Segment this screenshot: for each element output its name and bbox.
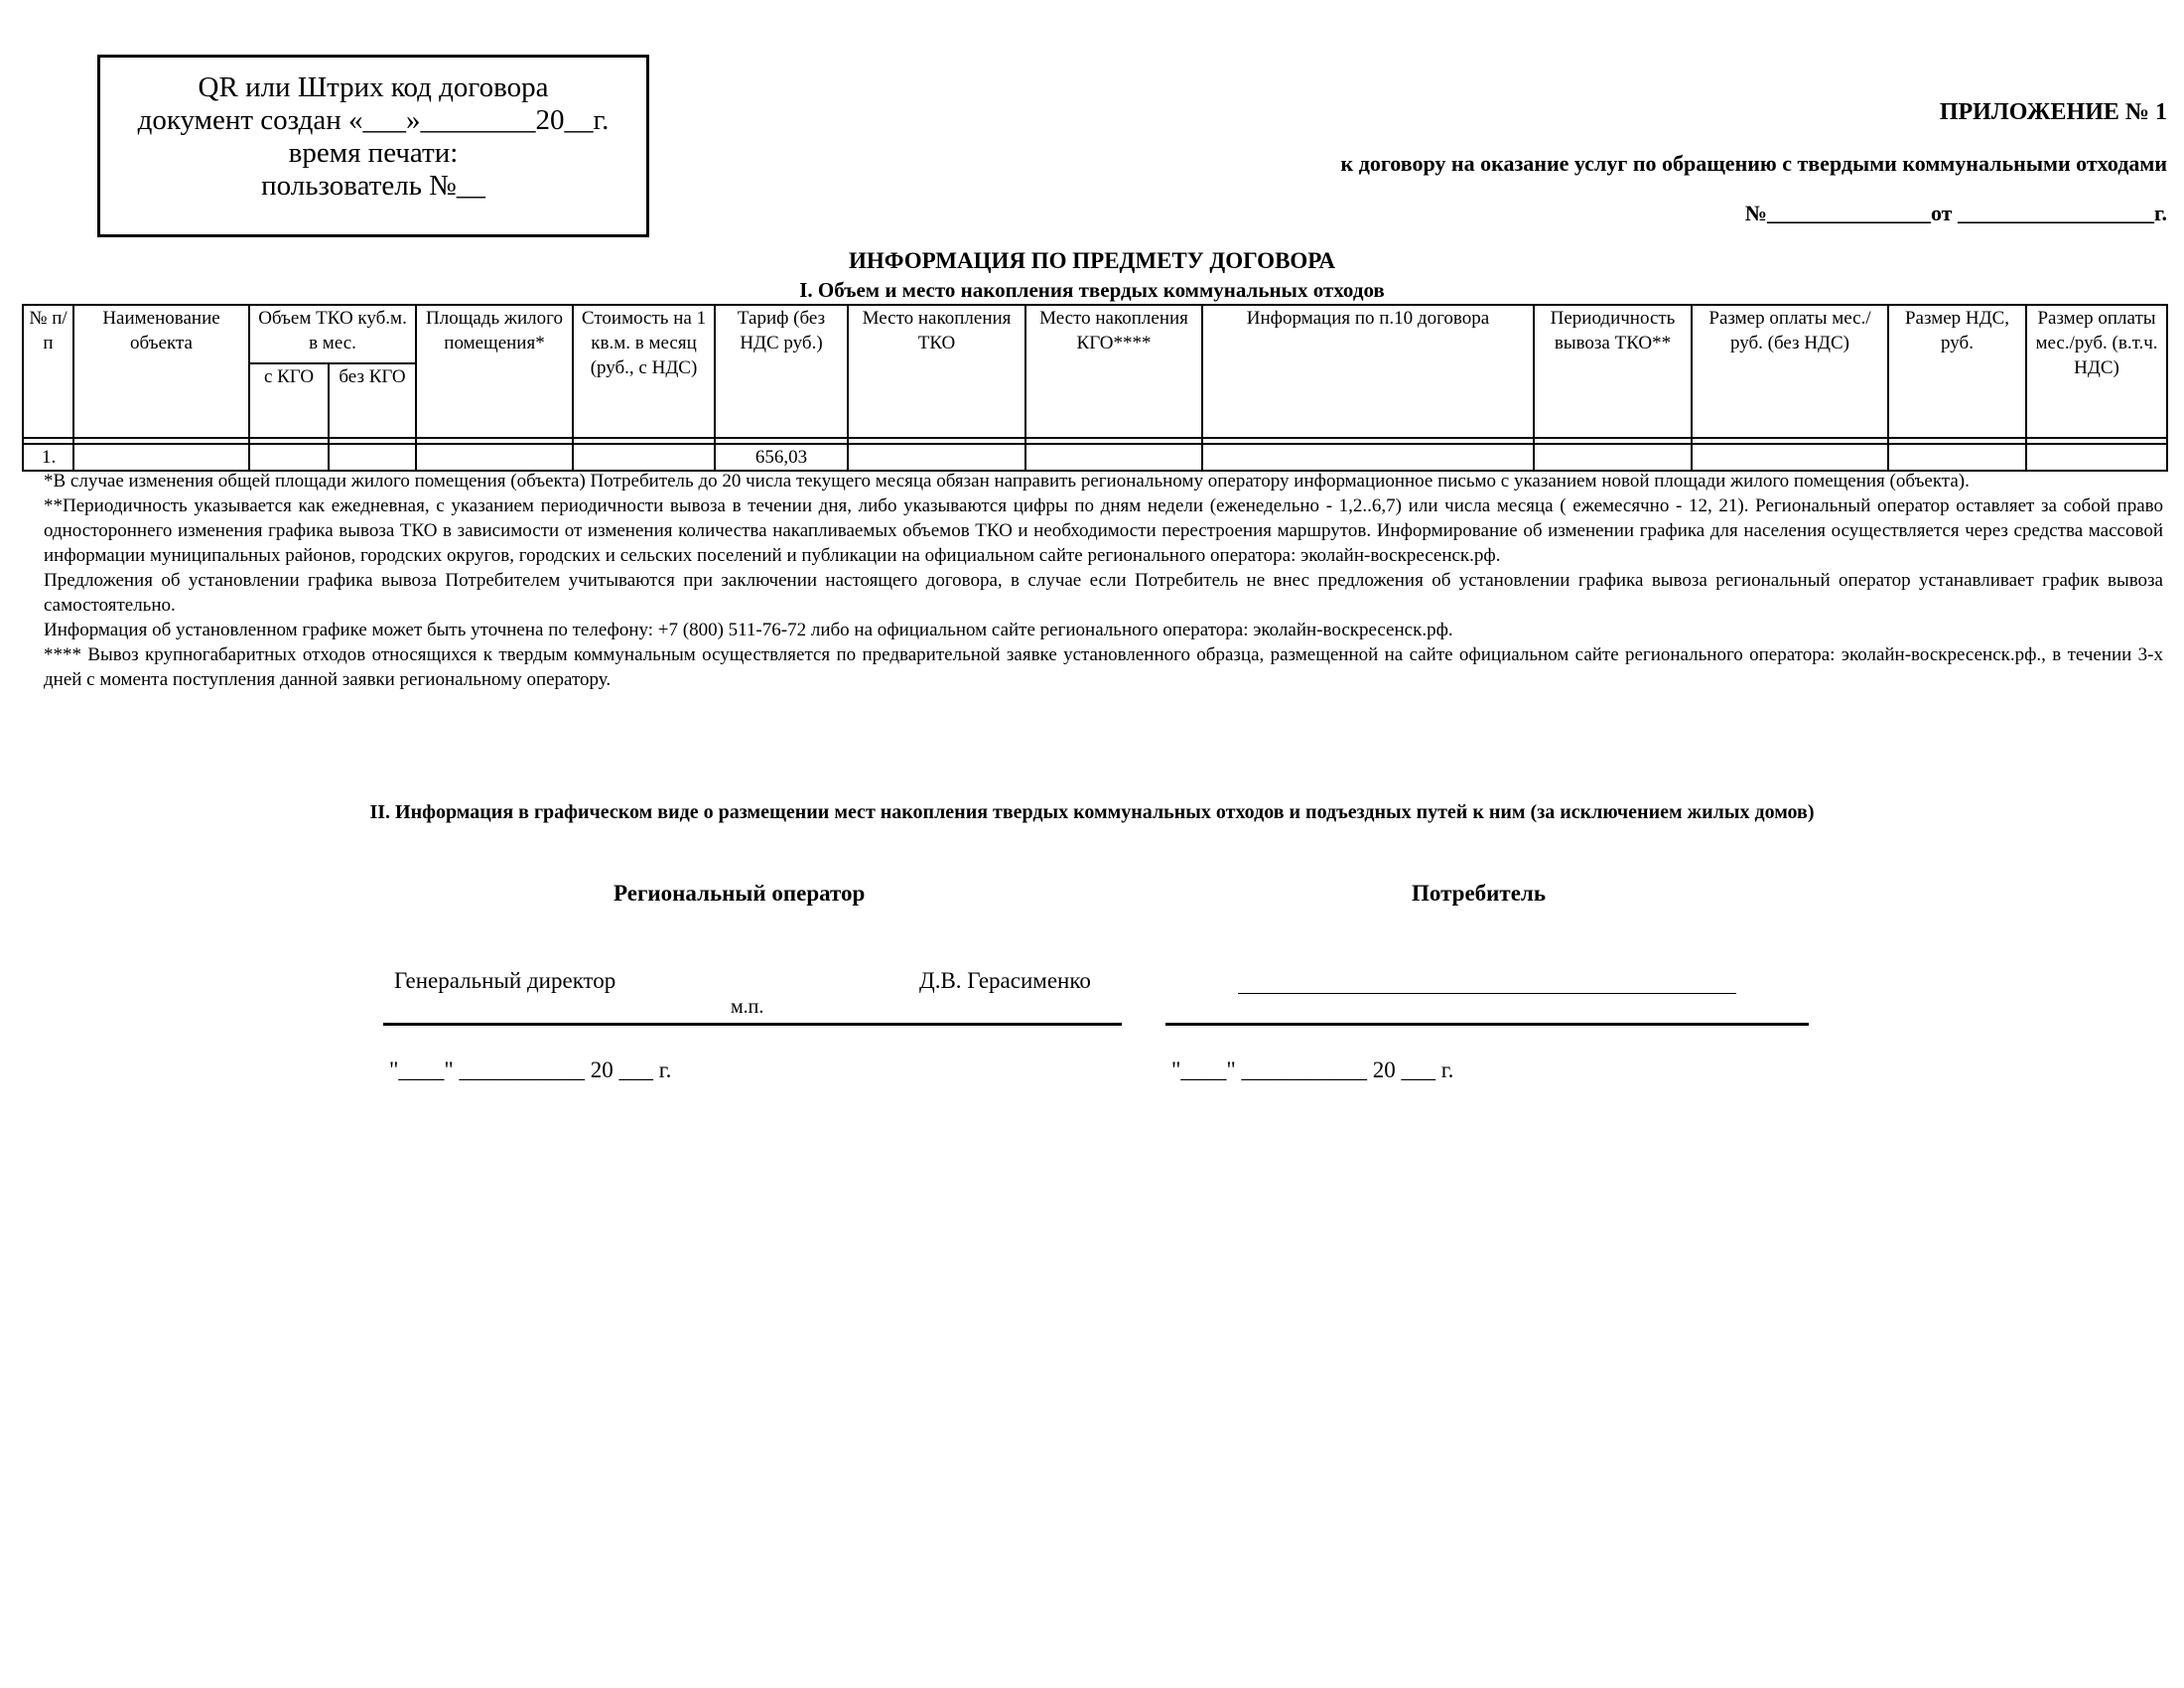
consumer-signature-blank [1238,993,1736,994]
cell-info-p10 [1202,444,1534,471]
cell-frequency [1534,444,1692,471]
appendix-subtitle: к договору на оказание услуг по обращению с твердыми коммунальными отходами [1340,151,2167,176]
contract-subject-table [22,304,2168,472]
stamp-label: м.п. [731,996,764,1018]
footnote-kgo-removal: **** Вывоз крупногабаритных отходов относящихся к твердым коммунальным осуществляется по предварительной заявке установленного образца, размещенной на сайте официальном сайте регионального оператора: эколайн-воскресенск.рф., в течении 3-х дней с момента поступления данной заявки региональному оператору. [44,644,2163,690]
col-header-vat: Размер НДС, руб. [1888,305,2026,438]
cell-cost-per-sqm [573,444,715,471]
consumer-signature-line [1165,1023,1809,1026]
cell-kgo-place [1025,444,1202,471]
col-header-frequency: Периодичность вывоза ТКО** [1534,305,1692,438]
qr-box-title: QR или Штрих код договора [198,71,549,103]
operator-signature-line [383,1023,1122,1026]
cell-volume-without-kgo [329,444,416,471]
cell-tariff: 656,03 [715,444,848,471]
cell-object-name [73,444,249,471]
operator-date: "____" ___________ 20 ___ г. [389,1057,672,1082]
cell-tko-place [848,444,1025,471]
col-header-volume: Объем ТКО куб.м. в мес. [249,305,416,363]
cell-vat [1888,444,2026,471]
qr-box-user: пользователь №__ [261,170,485,202]
table-row [23,444,2167,471]
consumer-heading: Потребитель [1412,881,1546,906]
operator-heading: Региональный оператор [614,881,866,906]
col-header-object-name: Наименование объекта [73,305,249,438]
col-header-payment-with-vat: Размер оплаты мес./руб. (в.т.ч. НДС) [2026,305,2167,438]
footnotes [44,469,2163,692]
col-header-kgo-place: Место накопления КГО**** [1025,305,1202,438]
col-header-info-p10: Информация по п.10 договора [1202,305,1534,438]
col-header-tko-place: Место накопления ТКО [848,305,1025,438]
director-label: Генеральный директор [394,968,616,993]
cell-payment-with-vat [2026,444,2167,471]
cell-area [416,444,573,471]
cell-volume-with-kgo [249,444,329,471]
col-header-num: № п/п [23,305,73,438]
qr-code-box [97,55,649,237]
col-header-area: Площадь жилого помещения* [416,305,573,438]
col-header-volume-without-kgo: без КГО [329,363,416,438]
qr-box-created: документ создан «___»________20__г. [137,104,610,136]
footnote-frequency: **Периодичность указывается как ежедневная, с указанием периодичности вывоза в течении дня, либо указываются цифры по дням недели (еженедельно - 1,2..6,7) или числа месяца ( ежемесячно - 12, 21). Региональный оператор оставляет за собой право одностороннего изменения графика вывоза ТКО в зависимости от изменения количества накапливаемых объемов ТКО и необходимости перестроения маршрутов. Информирование об изменении графика для населения осуществляется через средства массовой информации муниципальных районов, городских округов, городских и сельских поселений и публикации на официальном сайте регионального оператора: эколайн-воскресенск.рф. [44,495,2163,566]
col-header-cost-per-sqm: Стоимость на 1 кв.м. в месяц (руб., с НДС) [573,305,715,438]
document-title: ИНФОРМАЦИЯ ПО ПРЕДМЕТУ ДОГОВОРА [848,248,1336,273]
cell-payment-no-vat [1692,444,1888,471]
qr-box-print-time: время печати: [288,137,459,169]
appendix-title: ПРИЛОЖЕНИЕ № 1 [1939,99,2167,125]
col-header-tariff: Тариф (без НДС руб.) [715,305,848,438]
footnote-area: *В случае изменения общей площади жилого помещения (объекта) Потребитель до 20 числа текущего месяца обязан направить региональному оператору информационное письмо с указанием новой площади жилого помещения (объекта). [44,471,1970,492]
cell-num: 1. [23,444,73,471]
col-header-payment-no-vat: Размер оплаты мес./руб. (без НДС) [1692,305,1888,438]
col-header-volume-with-kgo: с КГО [249,363,329,438]
section2-title: II. Информация в графическом виде о размещении мест накопления твердых коммунальных отходов и подъездных путей к ним (за исключением жилых домов) [369,801,1815,823]
consumer-date: "____" ___________ 20 ___ г. [1171,1057,1454,1082]
appendix-number: №_______________от __________________г. [1744,201,2167,225]
footnote-schedule-contact: Информация об установленном графике может быть уточнена по телефону: +7 (800) 511-76-72 либо на официальном сайте регионального оператора: эколайн-воскресенск.рф. [44,620,1453,640]
section1-title: I. Объем и место накопления твердых коммунальных отходов [799,278,1385,302]
director-name: Д.В. Герасименко [919,968,1091,993]
footnote-schedule-proposals: Предложения об установлении графика вывоза Потребителем учитываются при заключении настоящего договора, в случае если Потребитель не внес предложения об установлении графика вывоза региональный оператор устанавливает график вывоза самостоятельно. [44,570,2163,616]
